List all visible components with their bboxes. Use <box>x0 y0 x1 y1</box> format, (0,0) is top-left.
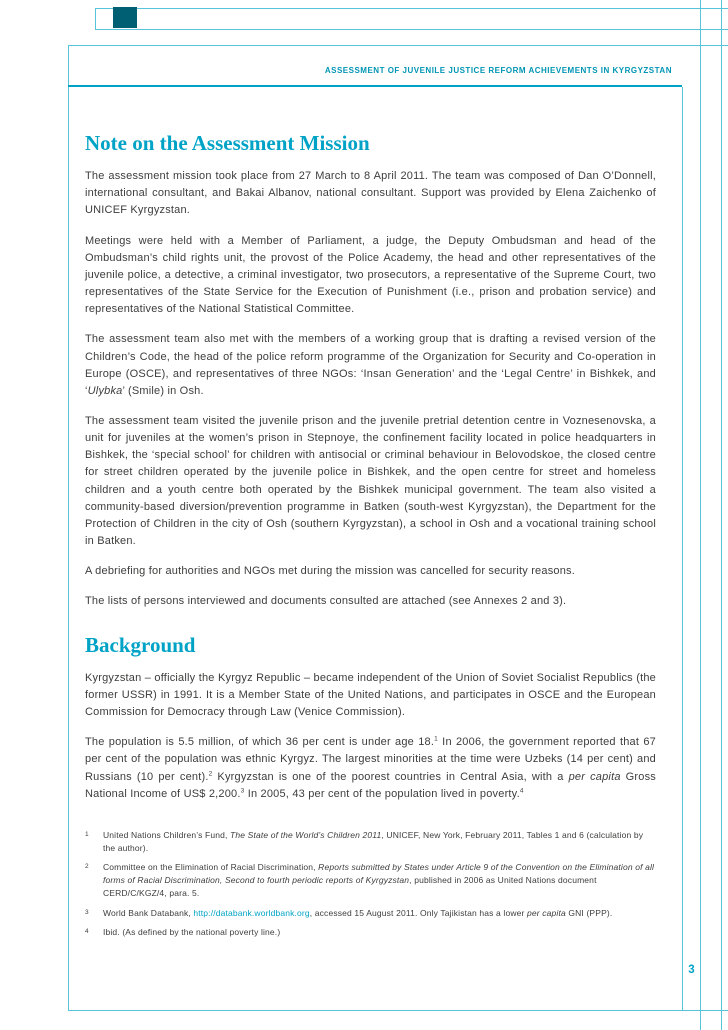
footnote-ref: 2 <box>208 769 213 777</box>
footnote-link[interactable]: http://databank.worldbank.org <box>193 907 310 918</box>
footnote <box>85 861 656 899</box>
footnotes <box>85 829 656 939</box>
frame-right-line-outer <box>721 0 722 1030</box>
corner-mark <box>113 7 137 28</box>
footnote-number: 2 <box>85 863 89 871</box>
frame-top-connector <box>95 8 96 30</box>
paragraph: The population is 5.5 million, of which 36 per cent is under age 18.$^1$ In 2006, the government reported that 67 per cent of the population was ethnic Kyrgyz. The largest minorities at the time were Uzbeks (14 per cent) and Russians (10 per cent).$^2$ Kyrgyzstan is one of the poorest countries in Central Asia, with a per capita Gross National Income of US$ 2,200.$^3$ In 2005, 43 per cent of the population lived in poverty.$^4$ <box>85 735 656 800</box>
page-content <box>85 131 656 946</box>
footnote-text: Committee on the Elimination of Racial Discrimination, Reports submitted by States under Article 9 of the Convention on the Elimination of all forms of Racial Discrimination, Second to fourth periodic reports of Kyrgyzstan, published in 2006 as United Nations document CERD/C/KGZ/4, para. 5. <box>103 862 655 898</box>
frame-right-line-mid <box>700 0 701 1030</box>
footnote-number: 3 <box>85 908 89 916</box>
section-heading-background: Background <box>85 632 196 657</box>
paragraph: Kyrgyzstan – officially the Kyrgyz Republic – became independent of the Union of Soviet Socialist Republics (the former USSR) in 1991. It is a Member State of the United Nations, and participates in OSCE and the European Commission for Democracy through Law (Venice Commission). <box>85 671 656 719</box>
paragraph: A debriefing for authorities and NGOs met during the mission was cancelled for security reasons. <box>85 565 575 578</box>
paragraph: The assessment team also met with the members of a working group that is drafting a revised version of the Children’s Code, the head of the police reform programme of the Organization for Security and Co-operation in Europe (OSCE), and representatives of three NGOs: ‘Insan Generation’ and the ‘Legal Centre’ in Bishkek, and ‘Ulybka’ (Smile) in Osh. <box>85 333 656 397</box>
running-header: ASSESSMENT OF JUVENILE JUSTICE REFORM ACHIEVEMENTS IN KYRGYZSTAN <box>324 66 672 75</box>
paragraph: The lists of persons interviewed and documents consulted are attached (see Annexes 2 and 3). <box>85 595 567 608</box>
footnote <box>85 829 656 855</box>
footnote <box>85 907 656 920</box>
frame-bottom-line <box>68 1010 728 1011</box>
footnote-ref: 3 <box>240 787 245 794</box>
frame-top-line-1 <box>95 8 728 9</box>
footnote-text: World Bank Databank, http://databank.worldbank.org, accessed 15 August 2011. Only Tajikistan has a lower per capita GNI (PPP). <box>103 907 613 918</box>
footnote-text: Ibid. (As defined by the national poverty line.) <box>103 927 281 938</box>
frame-top-line-3 <box>68 45 728 46</box>
footnote-ref: 1 <box>434 735 438 743</box>
footnote-text: United Nations Children’s Fund, The State of the World’s Children 2011, UNICEF, New York, February 2011, Tables 1 and 6 (calculation by the author). <box>103 829 644 853</box>
page-number: 3 <box>688 964 695 976</box>
footnote-number: 1 <box>85 830 89 838</box>
footnote <box>85 926 656 939</box>
frame-right-line-inner <box>682 87 683 1011</box>
section-heading-note-on-assessment-mission: Note on the Assessment Mission <box>85 131 370 155</box>
header-rule <box>68 85 682 87</box>
footnote-ref: 4 <box>519 787 524 794</box>
frame-left-line <box>68 45 69 1011</box>
paragraph: The assessment team visited the juvenile prison and the juvenile pretrial detention centre in Voznesenovska, a unit for juveniles at the women’s prison in Stepnoye, the confinement facility located in police headquarters in Bishkek, the ‘special school’ for children with antisocial or criminal behaviour in Belovodskoe, the closed centre for street children operated by the juvenile police in Bishkek, and the open centre for street and homeless children and a youth centre both operated by the Bishkek municipal government. The team also visited a community-based diversion/prevention programme in Batken (south-west Kyrgyzstan), the Department for the Protection of Children in the city of Osh (southern Kyrgyzstan), a school in Osh and a vocational training school in Batken. <box>85 415 656 548</box>
paragraph: The assessment mission took place from 27 March to 8 April 2011. The team was composed of Dan O’Donnell, international consultant, and Bakai Albanov, national consultant. Support was provided by Elena Zaichenko of UNICEF Kyrgyzstan. <box>85 170 656 217</box>
footnote-number: 4 <box>85 928 89 936</box>
paragraph: Meetings were held with a Member of Parliament, a judge, the Deputy Ombudsman and head of the Ombudsman’s child rights unit, the provost of the Police Academy, the head and other representatives of the juvenile police, a detective, a criminal investigator, two prosecutors, a representative of the Supreme Court, two representatives of the State Service for the Execution of Punishment (i.e., prison and probation service) and representatives of the National Statistical Committee. <box>85 234 656 316</box>
frame-top-line-2 <box>95 29 728 30</box>
